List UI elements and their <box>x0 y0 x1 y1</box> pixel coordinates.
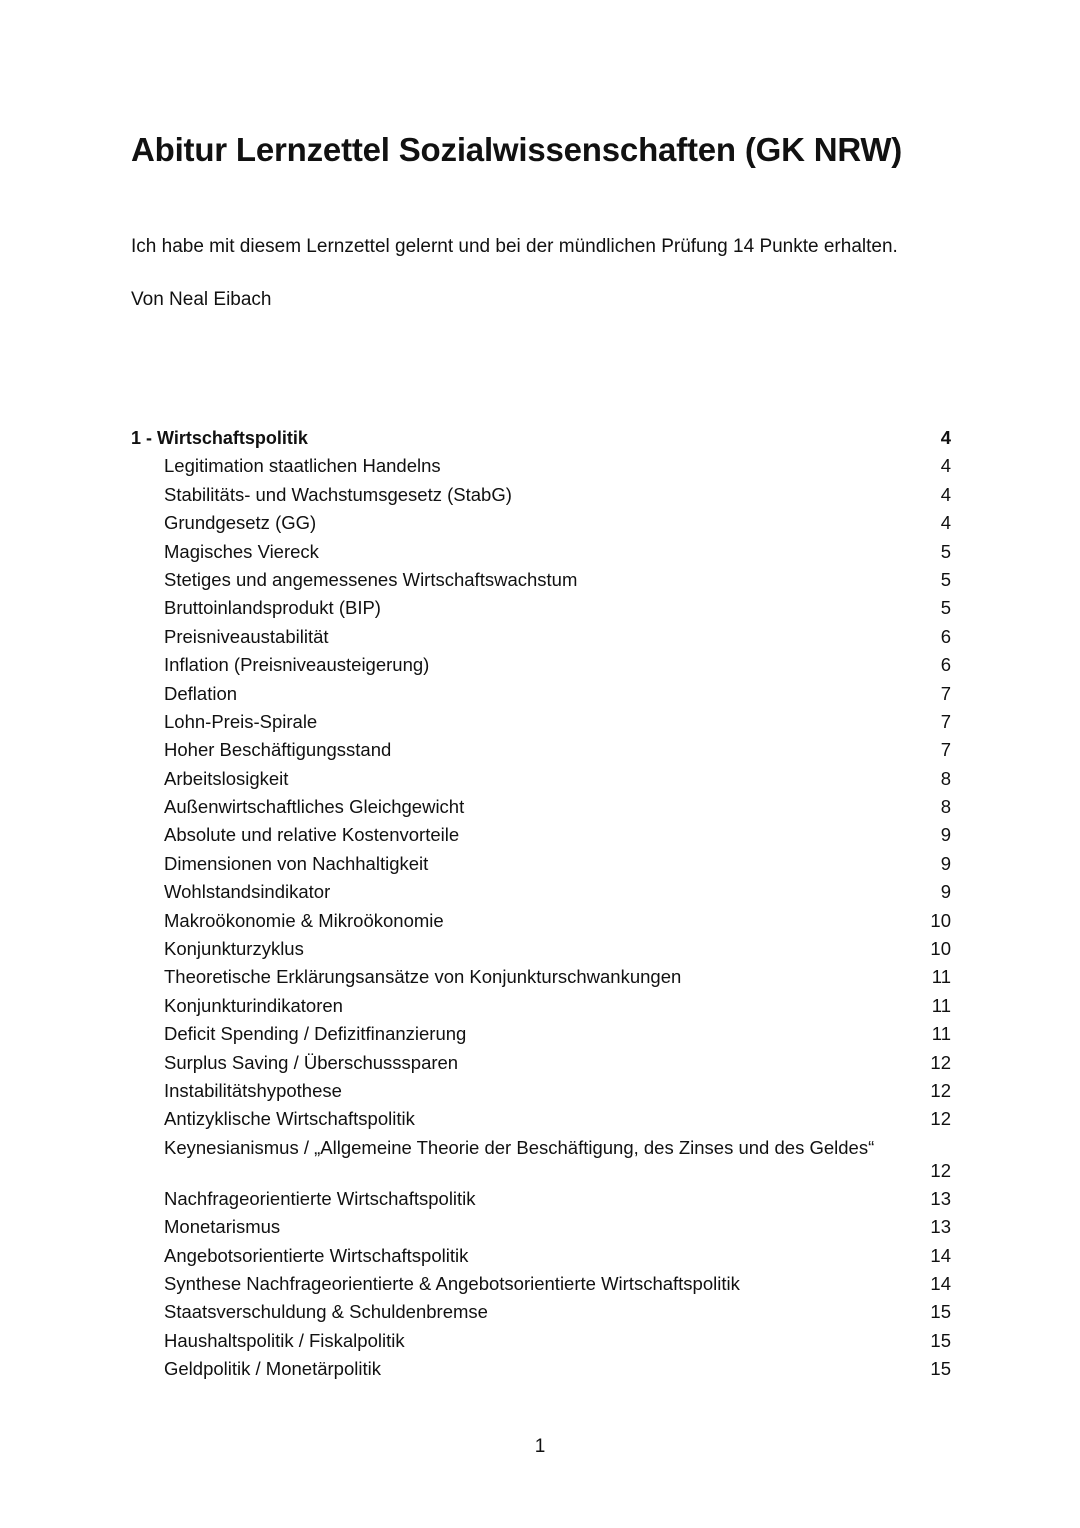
toc-entry-page: 5 <box>940 597 951 619</box>
toc-entry[interactable] <box>131 935 951 963</box>
toc-entry[interactable] <box>131 481 951 509</box>
toc-entry[interactable] <box>131 1020 951 1048</box>
toc-entry-page: 9 <box>940 881 951 903</box>
toc-entry-page: 14 <box>930 1272 951 1294</box>
toc-entry-label: Magisches Viereck <box>164 540 319 562</box>
toc-entry-label: Nachfrageorientierte Wirtschaftspolitik <box>164 1187 476 1209</box>
toc-entry-page: 4 <box>940 512 951 534</box>
toc-entry-page: 6 <box>940 654 951 676</box>
toc-entry[interactable] <box>131 509 951 537</box>
toc-entry[interactable] <box>131 708 951 736</box>
toc-entry-label: Staatsverschuldung & Schuldenbremse <box>164 1301 488 1323</box>
toc-entry-label: Haushaltspolitik / Fiskalpolitik <box>164 1329 405 1351</box>
page-number: 1 <box>534 1436 546 1457</box>
toc-section-label: 1 - Wirtschaftspolitik <box>131 428 308 448</box>
toc-entry-page: 4 <box>940 483 951 505</box>
intro-text: Ich habe mit diesem Lernzettel gelernt und bei der mündlichen Prüfung 14 Punkte erhalten. <box>131 236 898 257</box>
toc-entry-page: 5 <box>940 568 951 590</box>
toc-entry-label: Angebotsorientierte Wirtschaftspolitik <box>164 1244 469 1266</box>
toc-entry-page: 7 <box>940 739 951 761</box>
toc-entry[interactable] <box>131 878 951 906</box>
toc-entry-page: 7 <box>940 710 951 732</box>
toc-entry-label: Arbeitslosigkeit <box>164 767 289 789</box>
toc-entry-label: Deficit Spending / Defizitfinanzierung <box>164 1023 467 1045</box>
toc-entry-label: Hoher Beschäftigungsstand <box>164 739 392 761</box>
toc-entry-label: Makroökonomie & Mikroökonomie <box>164 909 444 931</box>
toc-entry[interactable] <box>131 1270 951 1298</box>
toc-entry[interactable] <box>131 1213 951 1241</box>
toc-entry-page: 12 <box>930 1079 951 1101</box>
toc-entry-label: Monetarismus <box>164 1216 281 1238</box>
toc-entry-page: 8 <box>940 767 951 789</box>
toc-entry-label: Konjunkturzyklus <box>164 938 304 960</box>
toc-entry[interactable] <box>131 680 951 708</box>
toc-entry[interactable] <box>131 651 951 679</box>
toc-entry-page: 9 <box>940 824 951 846</box>
toc-entry[interactable] <box>131 992 951 1020</box>
toc-entry-page: 14 <box>930 1244 951 1266</box>
toc-entry[interactable] <box>131 1105 951 1133</box>
toc-entry-page: 12 <box>930 1159 951 1181</box>
toc-entry-label: Absolute und relative Kostenvorteile <box>164 824 460 846</box>
toc-entry-label: Deflation <box>164 682 238 704</box>
toc-entry[interactable] <box>131 907 951 935</box>
toc-entry[interactable] <box>131 850 951 878</box>
toc-entry-page: 13 <box>930 1216 951 1238</box>
toc-entry-page: 15 <box>930 1301 951 1323</box>
toc-entry-label: Synthese Nachfrageorientierte & Angebotsorientierte Wirtschaftspolitik <box>164 1272 740 1294</box>
toc-entry-page: 15 <box>930 1358 951 1380</box>
toc-entry[interactable] <box>131 736 951 764</box>
toc-entry-label: Keynesianismus / „Allgemeine Theorie der Beschäftigung, des Zinses und des Geldes“ <box>164 1136 875 1158</box>
toc-entry-page: 12 <box>930 1108 951 1130</box>
toc-entry[interactable] <box>131 1242 951 1270</box>
toc-entry-label: Bruttoinlandsprodukt (BIP) <box>164 597 381 619</box>
toc-entry-label: Lohn-Preis-Spirale <box>164 710 318 732</box>
toc-section-row[interactable] <box>131 424 951 452</box>
toc-entry-label: Dimensionen von Nachhaltigkeit <box>164 852 429 874</box>
toc-entry[interactable] <box>131 1327 951 1355</box>
toc-entry-label: Konjunkturindikatoren <box>164 994 343 1016</box>
toc-entry[interactable] <box>131 1077 951 1105</box>
toc-entry[interactable] <box>131 1049 951 1077</box>
toc-entry[interactable] <box>131 452 951 480</box>
toc-entry-label: Außenwirtschaftliches Gleichgewicht <box>164 796 465 818</box>
toc-entry[interactable] <box>131 765 951 793</box>
toc-entry[interactable] <box>131 821 951 849</box>
toc-entry[interactable] <box>131 963 951 991</box>
toc-entry-page: 4 <box>940 455 951 477</box>
toc-entry-label: Instabilitätshypothese <box>164 1079 342 1101</box>
author-line: Von Neal Eibach <box>131 289 272 310</box>
toc-entry[interactable] <box>131 566 951 594</box>
toc-entry[interactable] <box>131 1134 951 1185</box>
toc-entry-page: 7 <box>940 682 951 704</box>
toc-entry[interactable] <box>131 538 951 566</box>
toc-entry-page: 13 <box>930 1187 951 1209</box>
toc-entry-label: Surplus Saving / Überschusssparen <box>164 1051 459 1073</box>
toc-entry-label: Geldpolitik / Monetärpolitik <box>164 1358 381 1380</box>
toc-entry-label: Preisniveaustabilität <box>164 625 329 647</box>
toc-entry-label: Stetiges und angemessenes Wirtschaftswachstum <box>164 568 578 590</box>
toc-entry-label: Legitimation staatlichen Handelns <box>164 455 441 477</box>
toc-entry-page: 6 <box>940 625 951 647</box>
toc-entry-page: 5 <box>940 540 951 562</box>
toc-entry-page: 10 <box>930 938 951 960</box>
toc-entry-label: Grundgesetz (GG) <box>164 512 317 534</box>
toc-entry-label: Antizyklische Wirtschaftspolitik <box>164 1108 415 1130</box>
toc-entry-page: 10 <box>930 909 951 931</box>
toc-entry-page: 8 <box>940 796 951 818</box>
toc-entry[interactable] <box>131 594 951 622</box>
toc-entry-page: 11 <box>931 1023 951 1045</box>
toc-entry[interactable] <box>131 1298 951 1326</box>
toc-entry-label: Stabilitäts- und Wachstumsgesetz (StabG) <box>164 483 512 505</box>
toc-entry-label: Theoretische Erklärungsansätze von Konjunkturschwankungen <box>164 966 682 988</box>
toc-entry[interactable] <box>131 623 951 651</box>
toc-entry-page: 11 <box>931 994 951 1016</box>
toc-entry-page: 11 <box>931 966 951 988</box>
toc-entry[interactable] <box>131 793 951 821</box>
toc-entry[interactable] <box>131 1185 951 1213</box>
document-title: Abitur Lernzettel Sozialwissenschaften (GK NRW) <box>131 131 903 168</box>
toc-section-page: 4 <box>940 427 951 448</box>
table-of-contents <box>131 424 951 1384</box>
toc-entry-page: 15 <box>930 1329 951 1351</box>
toc-entry-page: 9 <box>940 852 951 874</box>
toc-entry-page: 12 <box>930 1051 951 1073</box>
toc-entry-label: Inflation (Preisniveausteigerung) <box>164 654 430 676</box>
toc-entry-label: Wohlstandsindikator <box>164 881 331 903</box>
toc-entry[interactable] <box>131 1355 951 1383</box>
